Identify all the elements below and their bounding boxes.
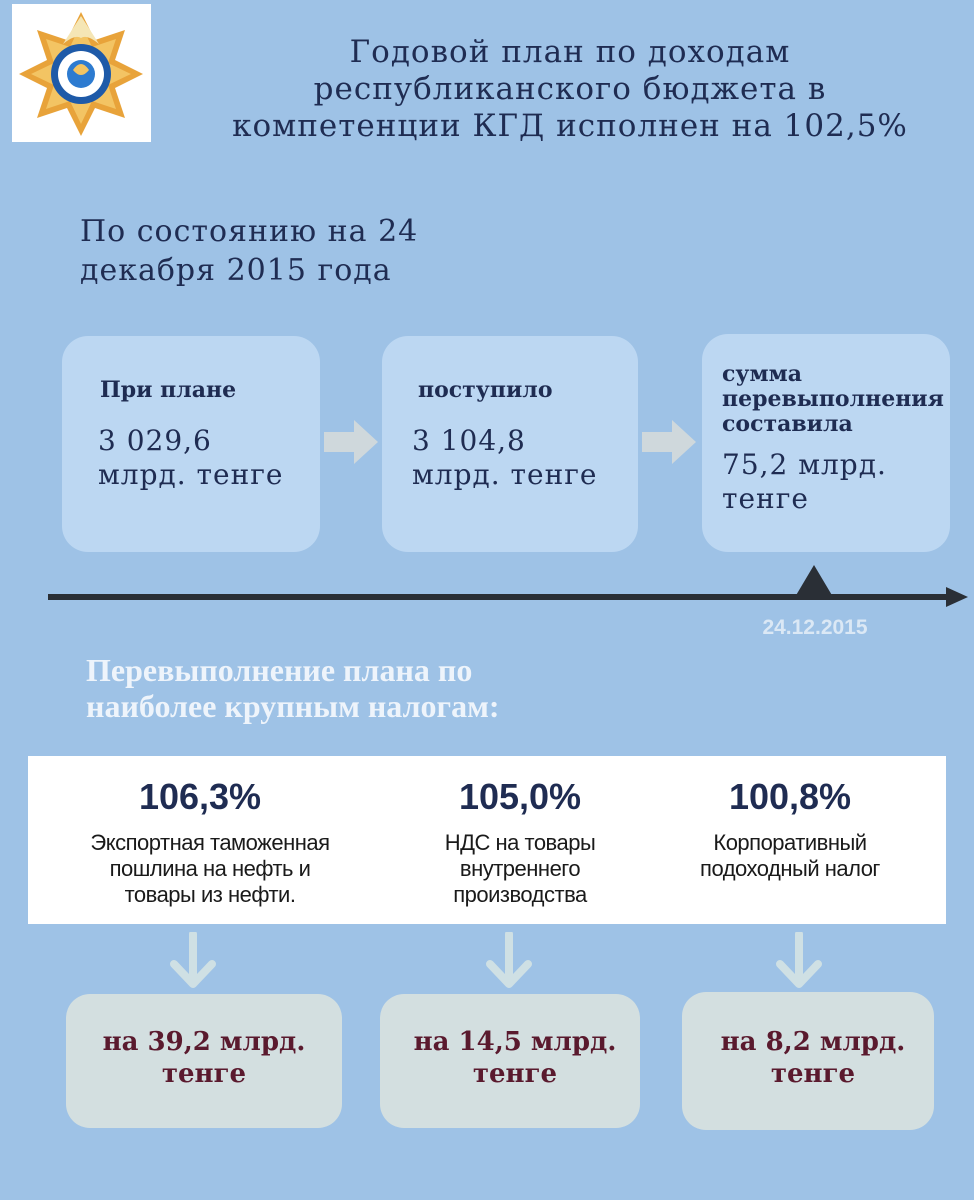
tax-name-line: товары из нефти.	[124, 882, 296, 907]
plan-card	[62, 336, 320, 552]
excess-value	[722, 448, 887, 516]
title-line: Годовой план по доходам	[349, 34, 791, 70]
subtitle-line: По состоянию на 24	[80, 214, 419, 249]
received-label: поступило	[418, 377, 553, 403]
amount-line: тенге	[161, 1059, 247, 1089]
tax-name-line: внутреннего	[459, 856, 581, 881]
section-heading-line: наиболее крупным налогам:	[86, 688, 500, 724]
tax-percent: 100,8%	[728, 776, 852, 817]
excess-value-line: тенге	[722, 482, 809, 515]
excess-label-line: перевыполнения	[722, 386, 944, 412]
tax-name-line: НДС на товары	[444, 830, 596, 855]
amount-text	[682, 1026, 944, 1090]
tax-name	[50, 830, 370, 908]
section-heading-line: Перевыполнение плана по	[86, 652, 473, 688]
tax-name-line: пошлина на нефть и	[109, 856, 311, 881]
received-value-line: млрд. тенге	[412, 458, 598, 491]
title-line: республиканского бюджета в	[313, 71, 827, 107]
tax-percent: 106,3%	[138, 776, 262, 817]
tax-name	[380, 830, 660, 908]
date-subtitle	[80, 212, 600, 290]
plan-value-line: млрд. тенге	[98, 458, 284, 491]
subtitle-line: декабря 2015 года	[80, 253, 392, 288]
arrow-right-icon	[642, 418, 698, 466]
amount-text	[66, 1026, 342, 1090]
kgd-emblem-icon	[12, 4, 151, 142]
amount-text	[380, 1026, 650, 1090]
excess-label-line: составила	[722, 411, 853, 437]
tax-name-line: подоходный налог	[700, 856, 880, 881]
section-heading	[86, 652, 786, 724]
plan-label: При плане	[100, 377, 237, 403]
excess-label	[722, 362, 944, 437]
plan-value	[98, 424, 284, 492]
amount-line: тенге	[472, 1059, 558, 1089]
tax-name-line: Экспортная таможенная	[90, 830, 330, 855]
excess-card	[702, 334, 950, 552]
amount-line: на 39,2 млрд.	[102, 1027, 306, 1057]
amount-line: тенге	[770, 1059, 856, 1089]
arrow-down-icon	[168, 932, 218, 990]
received-card	[382, 336, 638, 552]
title-line: компетенции КГД исполнен на 102,5%	[232, 108, 908, 144]
tax-name	[660, 830, 920, 882]
excess-label-line: сумма	[722, 361, 802, 387]
page-title	[170, 34, 970, 145]
tax-percent: 105,0%	[458, 776, 582, 817]
plan-value-line: 3 029,6	[98, 424, 212, 457]
received-value	[412, 424, 598, 492]
timeline-arrowhead-icon	[946, 587, 968, 607]
received-value-line: 3 104,8	[412, 424, 526, 457]
logo-box	[12, 4, 151, 142]
amount-line: на 8,2 млрд.	[720, 1027, 906, 1057]
arrow-down-icon	[774, 932, 824, 990]
amount-line: на 14,5 млрд.	[413, 1027, 617, 1057]
timeline-date: 24.12.2015	[762, 616, 868, 639]
tax-name-line: Корпоративный	[713, 830, 867, 855]
arrow-down-icon	[484, 932, 534, 990]
excess-value-line: 75,2 млрд.	[722, 448, 887, 481]
timeline-marker-icon	[795, 565, 833, 597]
tax-name-line: производства	[453, 882, 587, 907]
arrow-right-icon	[324, 418, 380, 466]
